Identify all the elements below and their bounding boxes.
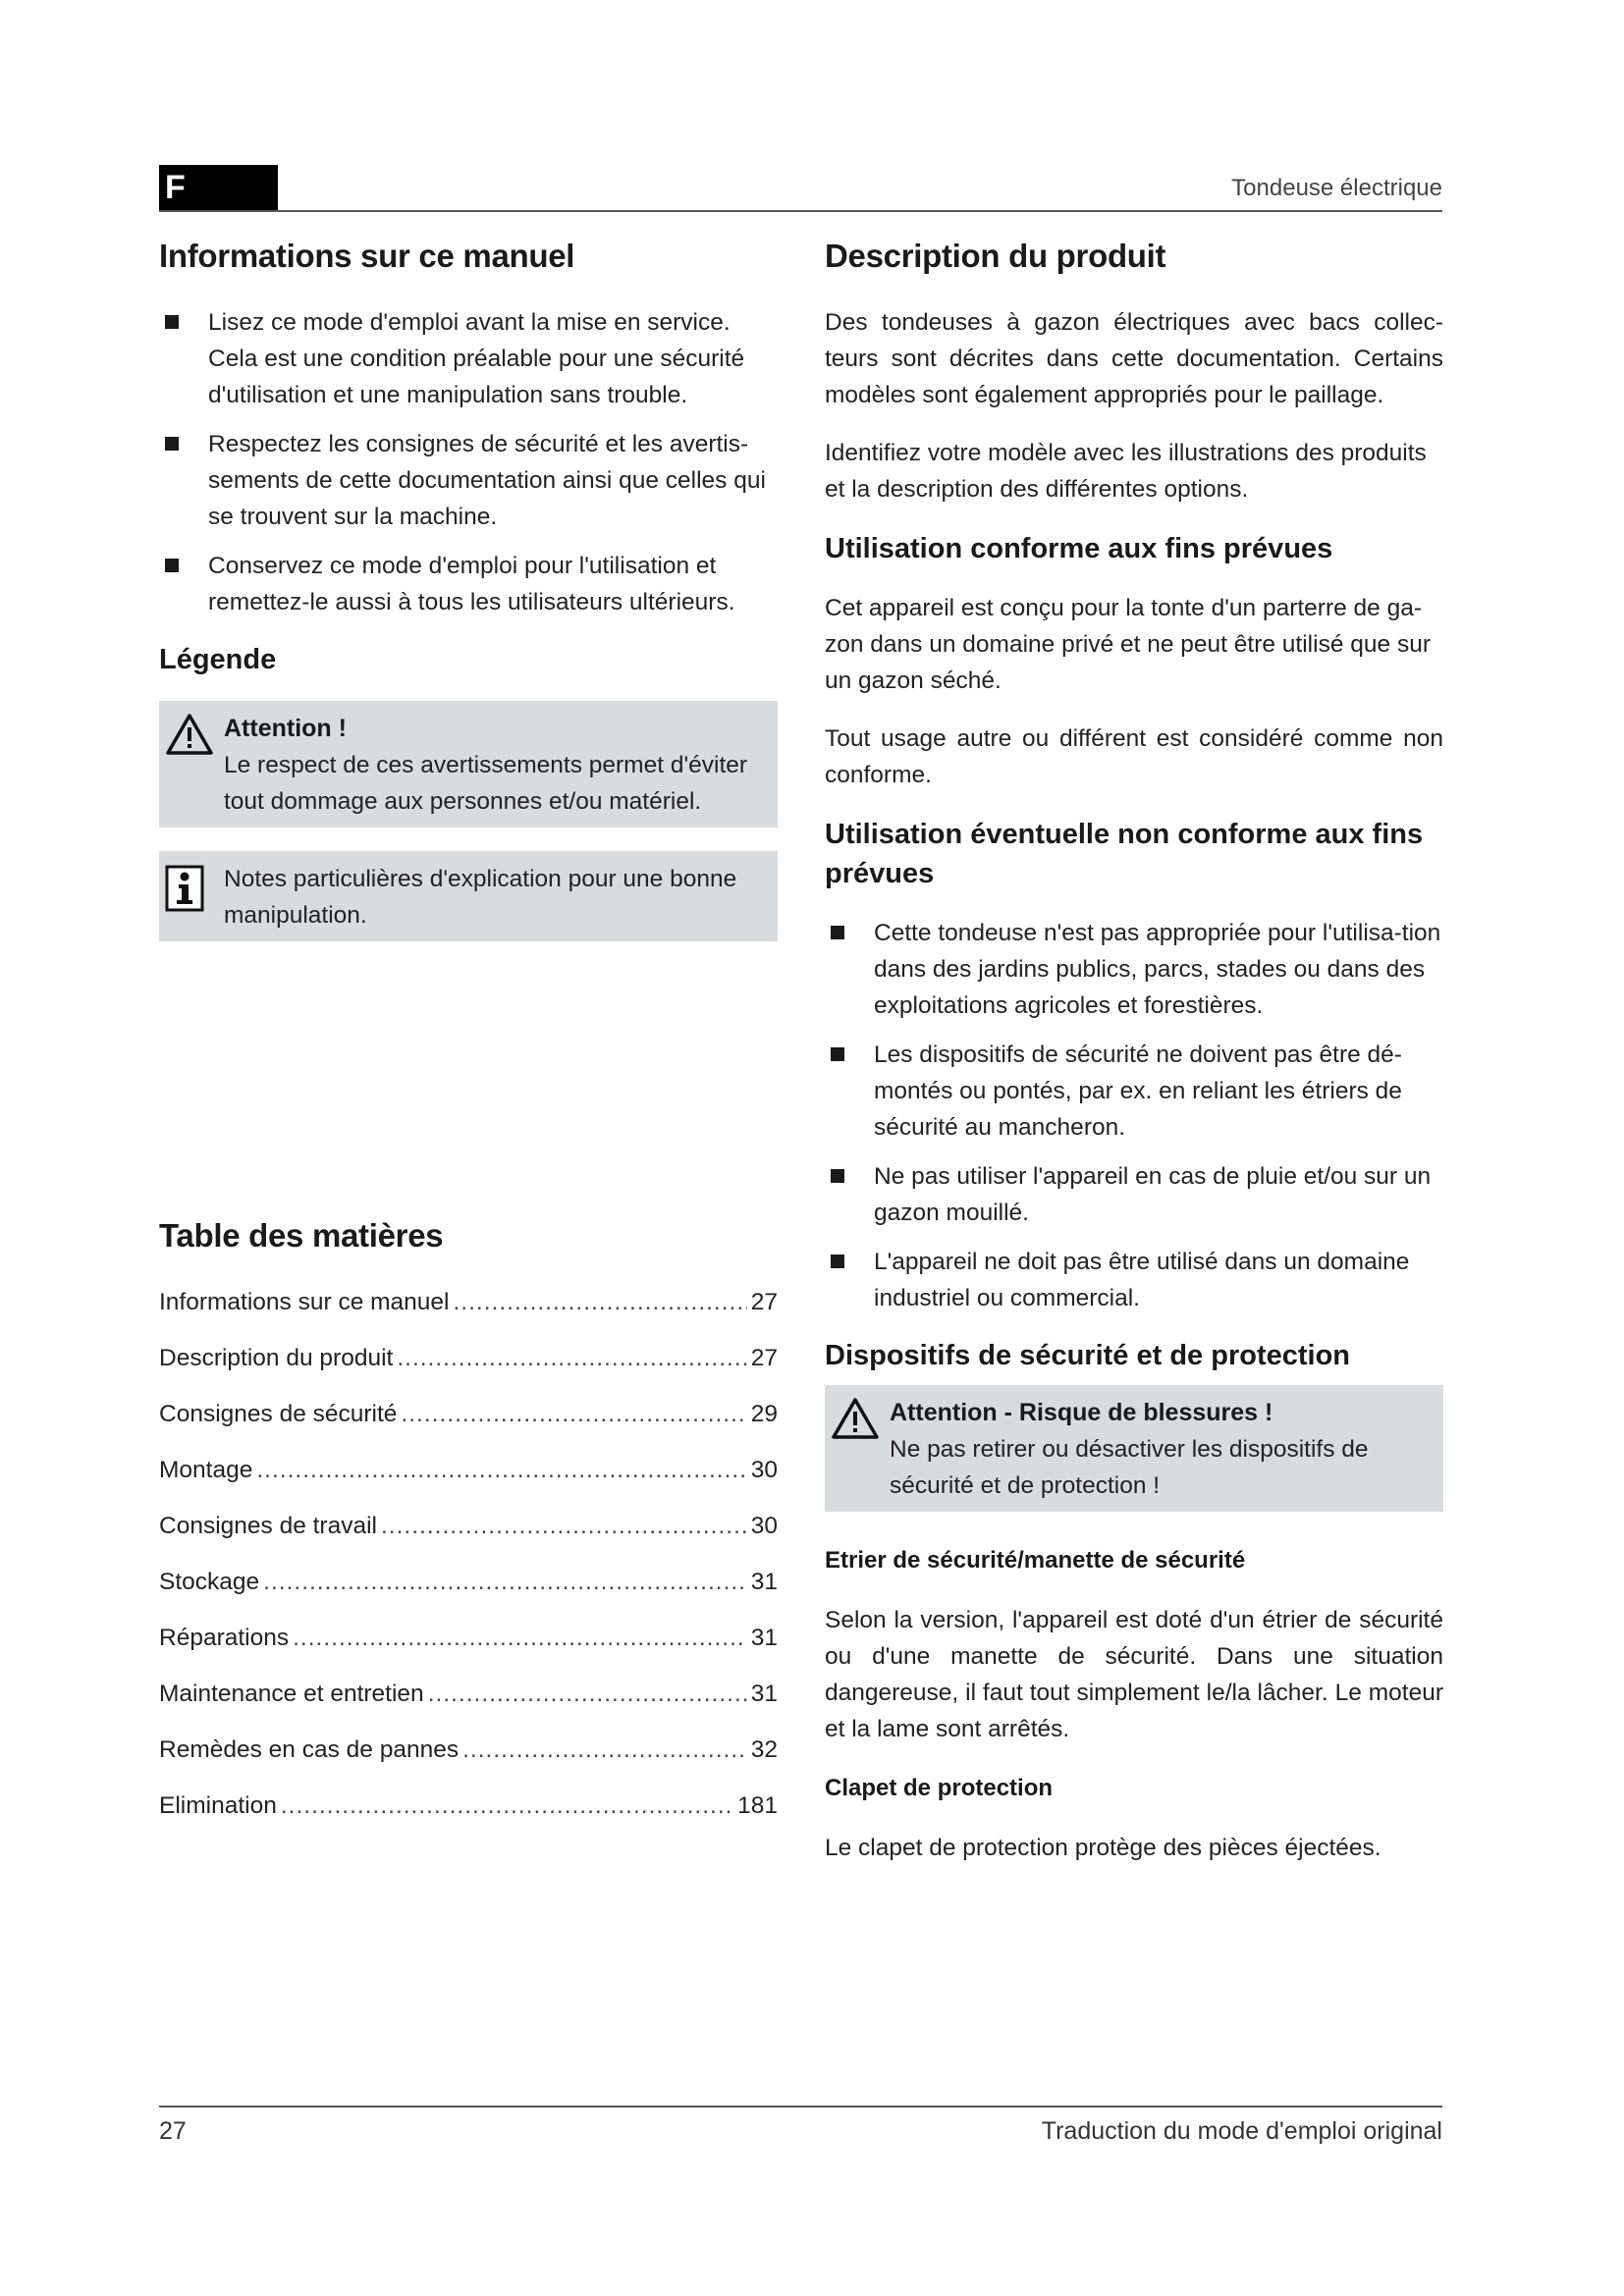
stirrup-text: Selon la version, l'appareil est doté d'un étrier de sécurité ou d'une manette de sécurité. Dans une situation dangereuse, il faut tout simplement le/la lâcher. Le moteur et la lame sont arrêtés. (825, 1607, 1443, 1742)
toc-heading: Table des matières (159, 1217, 444, 1254)
attention-text: Le respect de ces avertissements permet d'éviter tout dommage aux personnes et/ou matériel. (224, 752, 748, 815)
legend-heading: Légende (159, 644, 277, 675)
toc-entry[interactable]: Description du produit ..... 27 (159, 1340, 778, 1376)
toc-entry[interactable]: Consignes de travail ..... 30 (159, 1508, 778, 1544)
bullet-square-icon (831, 1047, 844, 1061)
list-item: Ne pas utiliser l'appareil en cas de pluie et/ou sur un gazon mouillé. (825, 1158, 1443, 1231)
attention-note (159, 701, 778, 828)
right-column (825, 236, 1443, 1888)
intended-use-para-1: Cet appareil est conçu pour la tonte d'un parterre de ga-zon dans un domaine privé et ne peut être utilisé que sur un gazon séché. (825, 595, 1431, 694)
toc-entry[interactable]: Remèdes en cas de pannes ..... 32 (159, 1732, 778, 1768)
warning-triangle-icon (165, 713, 214, 756)
safety-warning-text: Ne pas retirer ou désactiver les dispositifs de sécurité et de protection ! (890, 1436, 1369, 1499)
list-item: Conservez ce mode d'emploi pour l'utilisation et remettez-le aussi à tous les utilisateurs ultérieurs. (159, 548, 778, 620)
list-item: Lisez ce mode d'emploi avant la mise en service. Cela est une condition préalable pour une sécurité d'utilisation et une manipulation sans trouble. (159, 304, 778, 413)
manual-info-heading: Informations sur ce manuel (159, 238, 575, 274)
info-text: Notes particulières d'explication pour une bonne manipulation. (224, 866, 737, 929)
left-column (159, 236, 778, 1843)
toc-entry[interactable]: Consignes de sécurité ..... 29 (159, 1396, 778, 1432)
bullet-square-icon (831, 1169, 844, 1183)
page-number: 27 (159, 2117, 187, 2145)
toc-entry[interactable]: Réparations ..... 31 (159, 1620, 778, 1656)
description-heading: Description du produit (825, 238, 1166, 274)
stirrup-heading: Etrier de sécurité/manette de sécurité (825, 1547, 1246, 1574)
list-item: Cette tondeuse n'est pas appropriée pour l'utilisa-tion dans des jardins publics, parcs, stades ou dans des exploitations agricoles et forestières. (825, 915, 1443, 1024)
toc-entry[interactable]: Maintenance et entretien ..... 31 (159, 1676, 778, 1712)
header-divider (159, 210, 1442, 212)
safety-warning-note (825, 1385, 1443, 1512)
safety-warning-title: Attention - Risque de blessures ! (890, 1399, 1273, 1426)
toc-entry[interactable]: Informations sur ce manuel ..... 27 (159, 1284, 778, 1320)
footer-text: Traduction du mode d'emploi original (1041, 2117, 1442, 2145)
table-of-contents (159, 1284, 778, 1824)
toc-entry[interactable]: Elimination ..... 181 (159, 1788, 778, 1824)
list-item: L'appareil ne doit pas être utilisé dans un domaine industriel ou commercial. (825, 1244, 1443, 1316)
toc-entry[interactable]: Montage ..... 30 (159, 1452, 778, 1488)
info-icon (165, 865, 204, 912)
safety-devices-heading: Dispositifs de sécurité et de protection (825, 1340, 1350, 1371)
intended-use-para-2: Tout usage autre ou différent est considéré comme non conforme. (825, 725, 1443, 788)
description-para-1: Des tondeuses à gazon électriques avec bacs collec-teurs sont décrites dans cette documentation. Certains modèles sont également appropriés pour le paillage. (825, 309, 1443, 408)
misuse-heading: Utilisation éventuelle non conforme aux fins prévues (825, 819, 1424, 889)
language-tag: F (159, 165, 278, 211)
toc-entry[interactable]: Stockage ..... 31 (159, 1564, 778, 1600)
bullet-square-icon (165, 437, 179, 451)
flap-text: Le clapet de protection protège des pièces éjectées. (825, 1835, 1381, 1861)
attention-title: Attention ! (224, 715, 347, 742)
intended-use-heading: Utilisation conforme aux fins prévues (825, 533, 1333, 564)
manual-info-list (159, 304, 778, 620)
misuse-list (825, 915, 1443, 1316)
info-note (159, 851, 778, 941)
warning-triangle-icon (831, 1397, 880, 1440)
list-item: Les dispositifs de sécurité ne doivent pas être dé-montés ou pontés, par ex. en reliant les étriers de sécurité au mancheron. (825, 1037, 1443, 1146)
bullet-square-icon (831, 926, 844, 939)
header-title: Tondeuse électrique (1231, 175, 1442, 201)
flap-heading: Clapet de protection (825, 1775, 1054, 1801)
description-para-2: Identifiez votre modèle avec les illustrations des produits et la description des différentes options. (825, 440, 1427, 503)
bullet-square-icon (165, 315, 179, 329)
list-item: Respectez les consignes de sécurité et les avertis-sements de cette documentation ainsi que celles qui se trouvent sur la machine. (159, 426, 778, 535)
bullet-square-icon (165, 559, 179, 572)
bullet-square-icon (831, 1255, 844, 1268)
footer-divider (159, 2106, 1442, 2108)
